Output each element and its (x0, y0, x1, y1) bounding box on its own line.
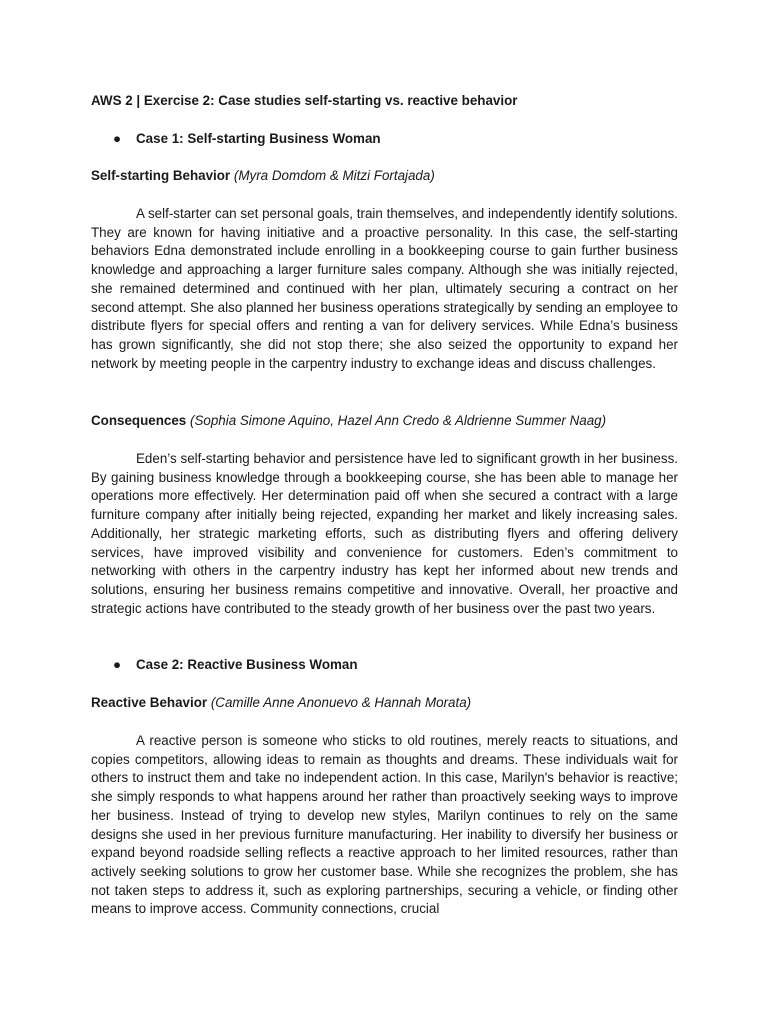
section-heading-reactive (91, 694, 471, 712)
bullet-icon: ● (113, 657, 122, 672)
document-title: AWS 2 | Exercise 2: Case studies self-starting vs. reactive behavior (91, 93, 518, 108)
section-authors: (Myra Domdom & Mitzi Fortajada) (233, 168, 435, 183)
case-1-label: Case 1: Self-starting Business Woman (136, 131, 381, 146)
case-2-label: Case 2: Reactive Business Woman (136, 657, 358, 672)
section-title: Self-starting Behavior (91, 168, 231, 183)
case-2-heading (113, 656, 358, 674)
section-heading-self-starting (91, 167, 435, 185)
section-authors: (Camille Anne Anonuevo & Hannah Morata) (210, 695, 472, 710)
paragraph-consequences: Eden’s self-starting behavior and persistence have led to significant growth in her business. By gaining business knowledge through a bookkeeping course, she has been able to manage her operations more effectively. Her determination paid off when she secured a contract with a large furniture company after initially being rejected, expanding her market and likely increasing sales. Additionally, her strategic marketing efforts, such as distributing flyers and offering delivery services, have improved visibility and convenience for customers. Eden’s commitment to networking with others in the carpentry industry has kept her informed about new trends and solutions, ensuring her business remains competitive and innovative. Overall, her proactive and strategic actions have contributed to the steady growth of her business over the past two years. (91, 451, 678, 616)
section-title: Consequences (91, 413, 187, 428)
paragraph-reactive: A reactive person is someone who sticks to old routines, merely reacts to situations, and copies competitors, allowing ideas to remain as thoughts and dreams. These individuals wait for others to instruct them and take no independent action. In this case, Marilyn's behavior is reactive; she simply responds to what happens around her rather than proactively seeking ways to improve her business. Instead of trying to develop new styles, Marilyn continues to rely on the same designs she used in her previous furniture manufacturing. Her inability to diversify her business or expand beyond roadside selling reflects a reactive approach to her limited resources, rather than actively seeking solutions to grow her customer base. While she recognizes the problem, she has not taken steps to address it, such as exploring partnerships, securing a vehicle, or finding other means to improve access. Community connections, crucial (91, 733, 678, 917)
section-heading-consequences (91, 412, 606, 430)
section-authors: (Sophia Simone Aquino, Hazel Ann Credo & Aldrienne Summer Naag) (190, 413, 607, 428)
paragraph-self-starting: A self-starter can set personal goals, train themselves, and independently identify solutions. They are known for having initiative and a proactive personality. In this case, the self-starting behaviors Edna demonstrated include enrolling in a bookkeeping course to gain further business knowledge and approaching a larger furniture sales company. Although she was initially rejected, she remained determined and continued with her plan, ultimately securing a contract on her second attempt. She also planned her business operations strategically by sending an employee to distribute flyers for special offers and renting a van for delivery services. While Edna’s business has grown significantly, she did not stop there; she also seized the opportunity to expand her network by meeting people in the carpentry industry to exchange ideas and discuss challenges. (91, 206, 678, 371)
section-title: Reactive Behavior (91, 695, 208, 710)
bullet-icon: ● (113, 131, 122, 146)
case-1-heading (113, 130, 381, 148)
